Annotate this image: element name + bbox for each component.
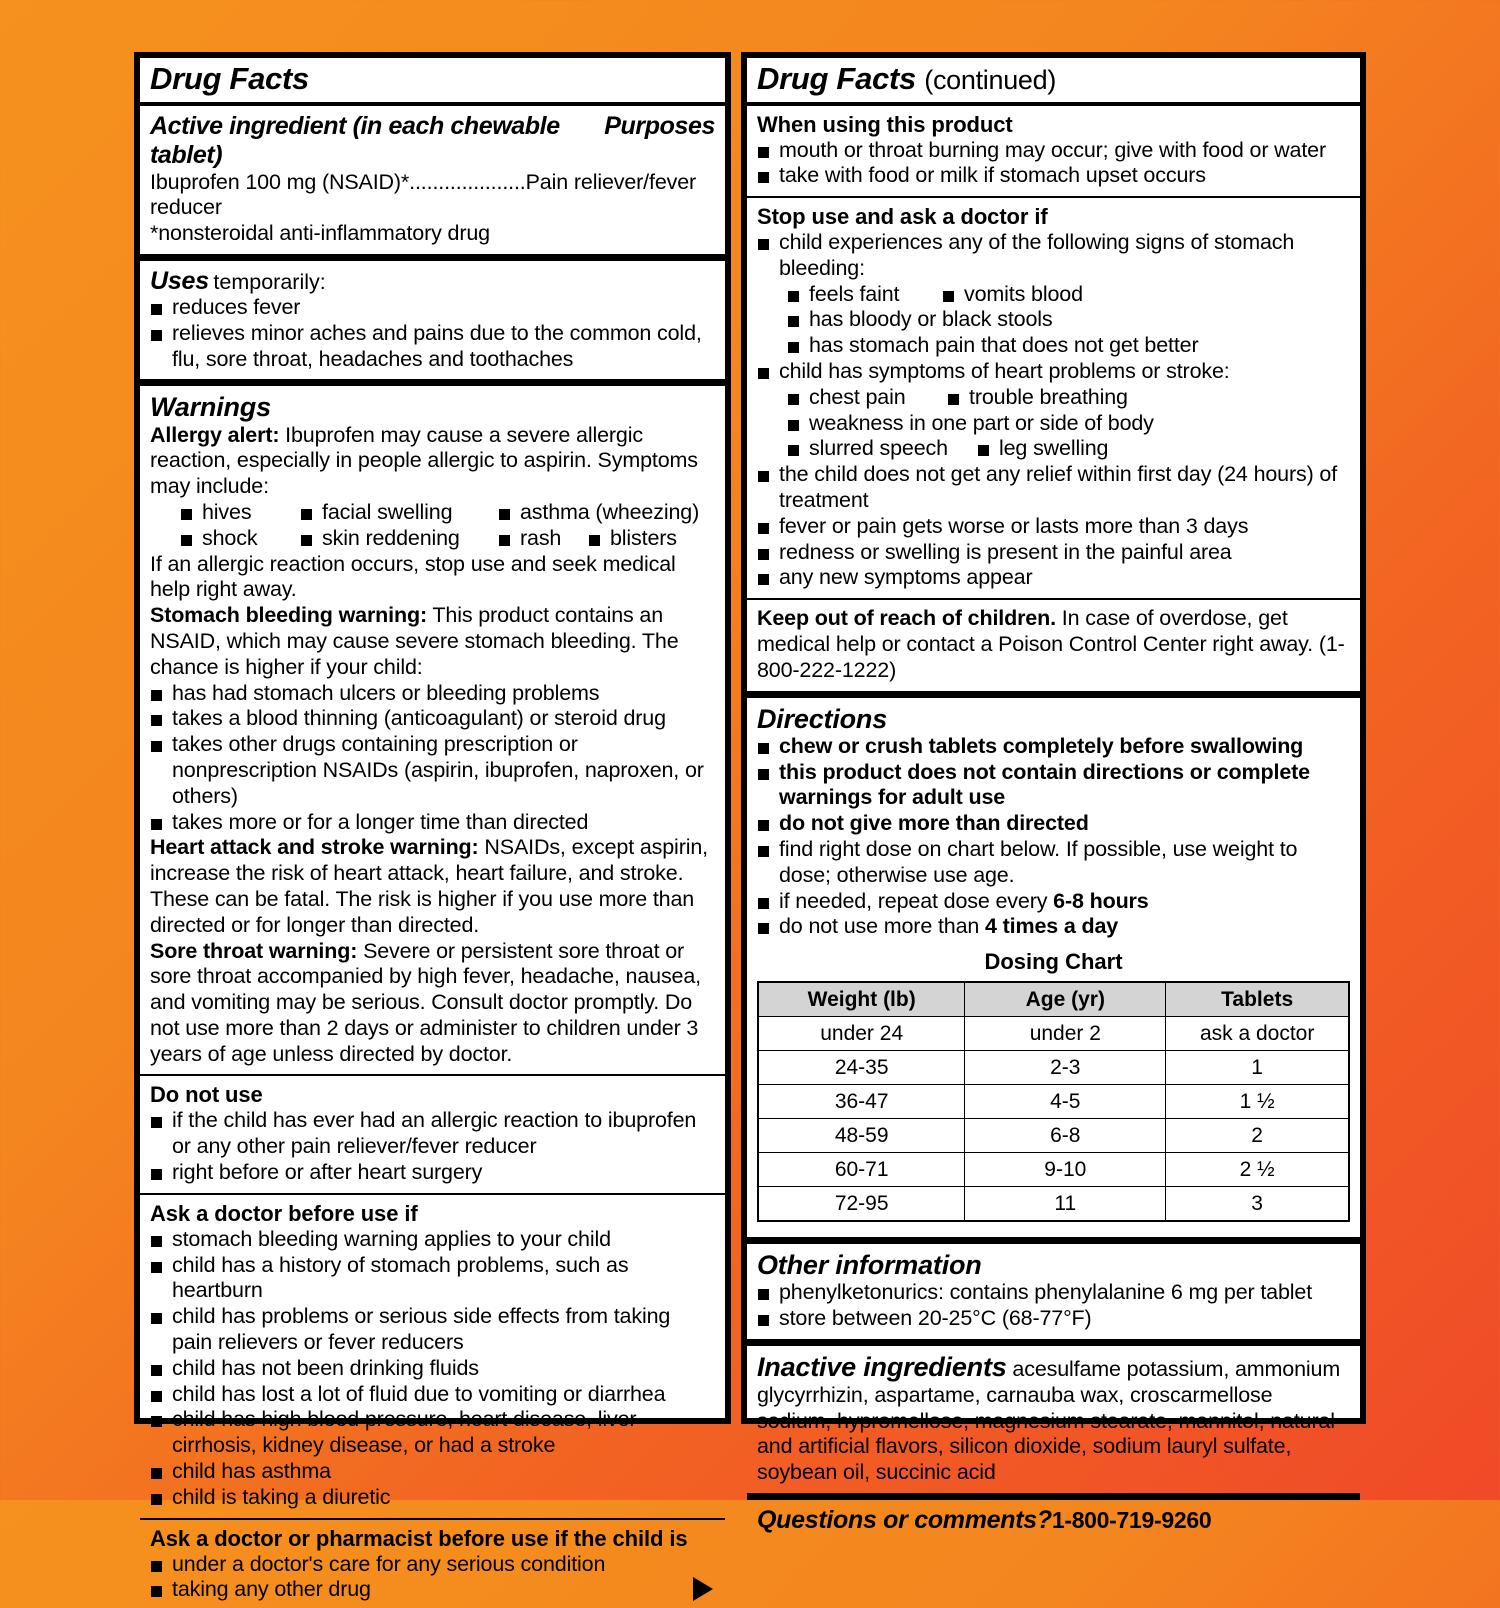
list-item: takes more or for a longer time than directed <box>150 810 715 836</box>
list-item: rash <box>498 526 588 552</box>
when-using-heading: When using this product <box>757 111 1013 137</box>
table-row <box>758 1187 1349 1222</box>
keep-out-text: In case of overdose, get medical help or contact a Poison Control Center right away. (1-800-222-1222) <box>757 606 1345 682</box>
inactive-ingredients-heading: Inactive ingredients <box>757 1352 1007 1383</box>
heart-signs-row-3 <box>787 436 1350 462</box>
bleeding-signs-row-2 <box>787 307 1350 333</box>
list-item: trouble breathing <box>947 385 1128 411</box>
repeat-dose-interval: 6-8 hours <box>1053 888 1149 913</box>
uses-heading-row <box>150 267 715 295</box>
max-dose-text: do not use more than <box>779 914 986 939</box>
heart-attack-label: Heart attack and stroke warning: <box>150 835 479 860</box>
drug-facts-label <box>134 52 1366 1602</box>
cell-age: 9-10 <box>965 1153 1166 1187</box>
list-item: chest pain <box>787 385 947 411</box>
list-item: child experiences any of the following signs of stomach bleeding: <box>757 230 1350 282</box>
stomach-bleeding-label: Stomach bleeding warning: <box>150 603 427 628</box>
do-not-use-heading: Do not use <box>150 1082 263 1108</box>
questions-phone-number[interactable]: 1-800-719-9260 <box>1051 1507 1212 1534</box>
stomach-bleeding-list <box>150 681 715 836</box>
cell-tablets: 1 ½ <box>1166 1085 1349 1119</box>
list-item: reduces fever <box>150 295 715 321</box>
heart-signs-row-2 <box>787 411 1350 437</box>
table-row <box>758 1085 1349 1119</box>
table-header-row <box>758 982 1349 1017</box>
cell-age: 6-8 <box>965 1119 1166 1153</box>
list-item: skin reddening <box>300 526 498 552</box>
other-information-heading: Other information <box>757 1250 982 1281</box>
section-stop-use <box>747 196 1360 598</box>
list-item: right before or after heart surgery <box>150 1160 715 1186</box>
directions-bold-list <box>757 734 1350 837</box>
list-item: child has not been drinking fluids <box>150 1356 715 1382</box>
list-item: blisters <box>588 526 677 552</box>
list-item: feels faint <box>787 282 942 308</box>
heart-attack-text: NSAIDs, except aspirin, increase the risk of heart attack, heart failure, and stroke. These can be fatal. The risk is higher if you use more than directed or for longer than directed. <box>150 835 708 937</box>
cell-weight: 48-59 <box>758 1119 965 1153</box>
list-item: relieves minor aches and pains due to the common cold, flu, sore throat, headaches and toothaches <box>150 321 715 373</box>
section-active-ingredient <box>140 102 725 254</box>
list-item: this product does not contain directions or complete warnings for adult use <box>757 760 1350 812</box>
other-information-list <box>757 1280 1350 1332</box>
cell-age: 11 <box>965 1187 1166 1222</box>
list-item: child has high blood pressure, heart disease, liver cirrhosis, kidney disease, or had a stroke <box>150 1407 715 1459</box>
list-item: hives <box>180 500 300 526</box>
ask-doctor-list <box>150 1227 715 1511</box>
uses-list <box>150 295 715 372</box>
stop-use-heading: Stop use and ask a doctor if <box>757 204 1048 230</box>
list-item: child has problems or serious side effects from taking pain relievers or fever reducers <box>150 1304 715 1356</box>
list-item: vomits blood <box>942 282 1083 308</box>
bleeding-signs-row-1 <box>787 282 1350 308</box>
section-ask-doctor <box>140 1193 725 1518</box>
heart-signs-row-1 <box>787 385 1350 411</box>
table-row <box>758 1153 1349 1187</box>
allergy-alert-paragraph <box>150 423 715 500</box>
repeat-dose-text: if needed, repeat dose every <box>779 888 1054 913</box>
list-item: phenylketonurics: contains phenylalanine 6 mg per tablet <box>757 1280 1350 1306</box>
cell-weight: 24-35 <box>758 1051 965 1085</box>
section-other-information <box>747 1237 1360 1339</box>
section-questions <box>747 1493 1360 1542</box>
section-when-using <box>747 102 1360 197</box>
keep-out-label: Keep out of reach of children. <box>757 606 1056 631</box>
ask-pharmacist-list <box>150 1552 715 1604</box>
questions-line <box>757 1506 1350 1535</box>
column-header-tablets: Tablets <box>1166 982 1349 1017</box>
column-header-age: Age (yr) <box>965 982 1166 1017</box>
list-item: takes other drugs containing prescription or nonprescription NSAIDs (aspirin, ibuprofen, naproxen, or others) <box>150 732 715 809</box>
list-item: shock <box>180 526 300 552</box>
allergy-followup-text: If an allergic reaction occurs, stop use and seek medical help right away. <box>150 551 676 602</box>
uses-heading-suffix: temporarily: <box>213 269 326 294</box>
list-item: if the child has ever had an allergic reaction to ibuprofen or any other pain reliever/fever reducer <box>150 1108 715 1160</box>
cell-tablets: 2 ½ <box>1166 1153 1349 1187</box>
list-item: has bloody or black stools <box>787 307 1053 333</box>
stop-use-heart-list <box>757 359 1350 385</box>
heart-attack-paragraph <box>150 835 715 938</box>
list-item: child has a history of stomach problems, such as heartburn <box>150 1253 715 1305</box>
section-inactive-ingredients <box>747 1339 1360 1493</box>
list-item: fever or pain gets worse or lasts more than 3 days <box>757 514 1350 540</box>
list-item: weakness in one part or side of body <box>787 411 1154 437</box>
active-ingredient-line: Ibuprofen 100 mg (NSAID)*....................Pain reliever/fever reducer <box>150 169 697 220</box>
list-item: child has asthma <box>150 1459 715 1485</box>
list-item <box>757 914 1350 940</box>
section-keep-out-of-reach <box>747 598 1360 690</box>
cell-weight: under 24 <box>758 1017 965 1051</box>
list-item: store between 20-25°C (68-77°F) <box>757 1306 1350 1332</box>
list-item: asthma (wheezing) <box>498 500 699 526</box>
cell-tablets: 3 <box>1166 1187 1349 1222</box>
cell-age: 2-3 <box>965 1051 1166 1085</box>
ask-doctor-heading: Ask a doctor before use if <box>150 1200 418 1226</box>
list-item: child has symptoms of heart problems or stroke: <box>757 359 1350 385</box>
list-item: under a doctor's care for any serious condition <box>150 1552 715 1578</box>
inactive-ingredients-text: acesulfame potassium, ammonium glycyrrhizin, aspartame, carnauba wax, croscarmellose sodium, hypromellose, magnesium stearate, mannitol, natural and artificial flavors, silicon dioxide, sodium lauryl sulfate, soybean oil, succinic acid <box>757 1357 1341 1485</box>
list-item: do not give more than directed <box>757 811 1350 837</box>
active-ingredient-heading <box>150 112 715 170</box>
section-warnings <box>140 379 725 1074</box>
when-using-list <box>757 138 1350 190</box>
active-ingredient-heading-left: Active ingredient (in each chewable tablet) <box>150 111 560 169</box>
keep-out-paragraph <box>757 606 1350 683</box>
table-row <box>758 1051 1349 1085</box>
ask-pharmacist-heading: Ask a doctor or pharmacist before use if the child is <box>150 1525 688 1551</box>
cell-tablets: ask a doctor <box>1166 1017 1349 1051</box>
do-not-use-list <box>150 1108 715 1185</box>
dosing-chart-title: Dosing Chart <box>984 949 1123 975</box>
list-item: chew or crush tablets completely before swallowing <box>757 734 1350 760</box>
table-row <box>758 1017 1349 1051</box>
stop-use-tail-list <box>757 462 1350 591</box>
allergy-alert-label: Allergy alert: <box>150 422 280 447</box>
directions-list <box>757 837 1350 940</box>
column-header-weight: Weight (lb) <box>758 982 965 1017</box>
drug-facts-panel-right <box>741 52 1366 1535</box>
list-item: has stomach pain that does not get better <box>787 333 1198 359</box>
sore-throat-paragraph <box>150 939 715 1068</box>
list-item: any new symptoms appear <box>757 565 1350 591</box>
page-title-continued <box>747 58 1360 102</box>
list-item: redness or swelling is present in the painful area <box>757 540 1350 566</box>
list-item: child is taking a diuretic <box>150 1485 715 1511</box>
dosing-chart-table <box>757 981 1350 1222</box>
uses-heading: Uses <box>150 266 209 295</box>
section-do-not-use <box>140 1074 725 1192</box>
sore-throat-text: Severe or persistent sore throat or sore throat accompanied by high fever, headache, nausea, and vomiting may be serious. Consult doctor promptly. Do not use more than 2 days or administer to children under 3 years of age unless directed by doctor. <box>150 938 701 1066</box>
stomach-bleeding-text: This product contains an NSAID, which may cause severe stomach bleeding. The chance is higher if your child: <box>150 603 679 679</box>
list-item <box>757 889 1350 915</box>
list-item: leg swelling <box>977 436 1108 462</box>
inactive-ingredients-paragraph <box>757 1352 1350 1486</box>
sore-throat-label: Sore throat warning: <box>150 938 358 963</box>
section-ask-pharmacist <box>140 1518 725 1608</box>
stomach-bleeding-paragraph <box>150 603 715 680</box>
stop-use-list <box>757 230 1350 282</box>
list-item: the child does not get any relief within first day (24 hours) of treatment <box>757 462 1350 514</box>
list-item: takes a blood thinning (anticoagulant) or steroid drug <box>150 706 715 732</box>
list-item: slurred speech <box>787 436 977 462</box>
bleeding-signs-row-3 <box>787 333 1350 359</box>
list-item: child has lost a lot of fluid due to vomiting or diarrhea <box>150 1382 715 1408</box>
cell-tablets: 1 <box>1166 1051 1349 1085</box>
cell-tablets: 2 <box>1166 1119 1349 1153</box>
purposes-heading: Purposes <box>604 111 715 140</box>
cell-age: under 2 <box>965 1017 1166 1051</box>
cell-weight: 72-95 <box>758 1187 965 1222</box>
list-item: mouth or throat burning may occur; give with food or water <box>757 138 1350 164</box>
list-item: facial swelling <box>300 500 498 526</box>
warnings-heading: Warnings <box>150 392 271 423</box>
table-row <box>758 1119 1349 1153</box>
questions-heading: Questions or comments? <box>757 1506 1052 1535</box>
list-item: take with food or milk if stomach upset occurs <box>757 163 1350 189</box>
cell-age: 4-5 <box>965 1085 1166 1119</box>
cell-weight: 60-71 <box>758 1153 965 1187</box>
max-dose-frequency: 4 times a day <box>985 914 1119 939</box>
allergy-symptoms-row-1 <box>180 500 715 526</box>
drug-facts-panel-left <box>134 52 731 1602</box>
list-item: stomach bleeding warning applies to your child <box>150 1227 715 1253</box>
list-item: has had stomach ulcers or bleeding problems <box>150 681 715 707</box>
page-title: Drug Facts <box>150 61 309 96</box>
page-title-text: Drug Facts <box>757 61 916 96</box>
list-item: find right dose on chart below. If possible, use weight to dose; otherwise use age. <box>757 837 1350 889</box>
page-title-continued-suffix: (continued) <box>924 65 1057 95</box>
list-item: taking any other drug <box>150 1577 715 1603</box>
active-ingredient-footnote: *nonsteroidal anti-inflammatory drug <box>150 221 490 246</box>
section-directions <box>747 691 1360 1238</box>
section-uses <box>140 254 725 379</box>
allergy-alert-text: Ibuprofen may cause a severe allergic reaction, especially in people allergic to aspirin. Symptoms may include: <box>150 422 698 499</box>
cell-weight: 36-47 <box>758 1085 965 1119</box>
allergy-symptoms-row-2 <box>180 526 715 552</box>
directions-heading: Directions <box>757 703 888 734</box>
